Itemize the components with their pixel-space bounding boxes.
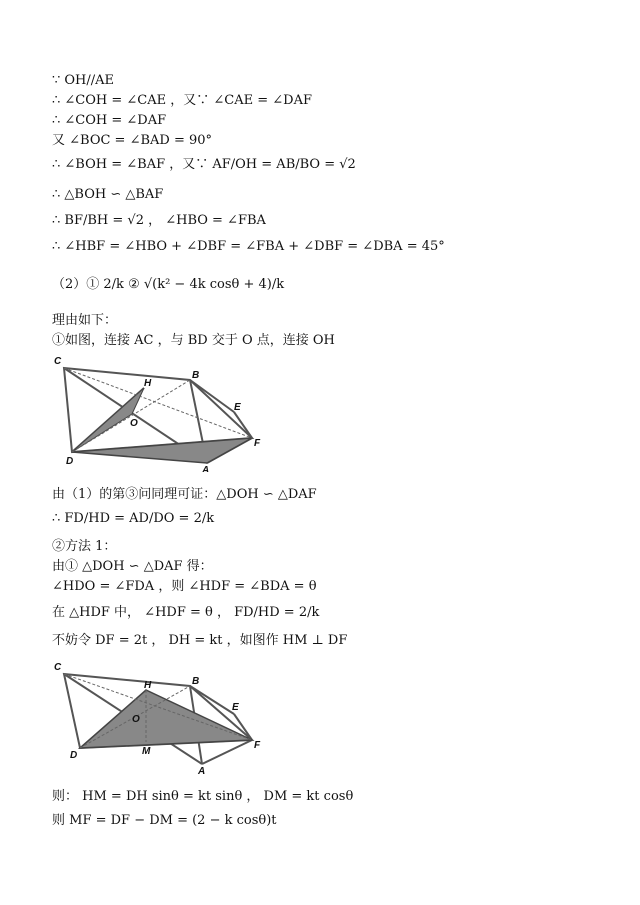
fig2-label-a: A — [198, 766, 206, 777]
line-19: 则： HM = DH sinθ = kt sinθ ， DM = kt cosθ — [52, 789, 354, 804]
fig2-label-c: C — [54, 662, 62, 673]
line-7: ∴ BF/BH = √2 ， ∠HBO = ∠FBA — [52, 213, 266, 228]
fig1-label-h: H — [144, 378, 152, 389]
fig2-label-e: E — [232, 702, 239, 713]
figure-1 — [52, 352, 272, 472]
fig2-label-f: F — [254, 740, 261, 751]
line-9: （2）① 2/k ② √(k² − 4k cosθ + 4)/k — [52, 277, 285, 292]
line-8: ∴ ∠HBF = ∠HBO + ∠DBF = ∠FBA + ∠DBF = ∠DBA = 45° — [52, 239, 445, 254]
fig1-label-f: F — [254, 438, 261, 449]
fig1-label-d: D — [66, 456, 74, 467]
fig1-label-c: C — [54, 356, 62, 367]
line-3: ∴ ∠COH = ∠DAF — [52, 113, 167, 128]
fig2-label-b: B — [192, 676, 200, 687]
line-6: ∴ △BOH ∽ △BAF — [52, 187, 164, 202]
fig1-label-a: A — [202, 465, 210, 472]
fig1-label-e: E — [234, 402, 241, 413]
figure-2 — [52, 660, 272, 780]
line-16: ∠HDO = ∠FDA ，则 ∠HDF = ∠BDA = θ — [52, 579, 317, 594]
line-11: ①如图，连接 AC ，与 BD 交于 O 点，连接 OH — [52, 333, 335, 348]
fig1-label-b: B — [192, 370, 200, 381]
fig2-label-d: D — [70, 750, 78, 761]
line-17: 在 △HDF 中， ∠HDF = θ ， FD/HD = 2/k — [52, 605, 320, 620]
line-15: 由① △DOH ∽ △DAF 得： — [52, 559, 213, 574]
line-2: ∴ ∠COH = ∠CAE ，又∵ ∠CAE = ∠DAF — [52, 93, 312, 108]
fig2-label-m: M — [142, 746, 151, 757]
line-10: 理由如下： — [52, 313, 118, 328]
line-18: 不妨令 DF = 2t ， DH = kt ，如图作 HM ⊥ DF — [52, 633, 348, 648]
line-12: 由（1）的第③问同理可证：△DOH ∽ △DAF — [52, 487, 317, 502]
line-5: ∴ ∠BOH = ∠BAF ，又∵ AF/OH = AB/BO = √2 — [52, 157, 356, 172]
line-13: ∴ FD/HD = AD/DO = 2/k — [52, 511, 215, 526]
line-14: ②方法 1： — [52, 539, 117, 554]
fig2-label-o: O — [132, 714, 140, 725]
line-20: 则 MF = DF − DM = (2 − k cosθ)t — [52, 813, 277, 828]
line-1: ∵ OH//AE — [52, 73, 115, 88]
line-4: 又 ∠BOC = ∠BAD = 90° — [52, 133, 213, 148]
fig2-label-h: H — [144, 680, 152, 691]
fig1-label-o: O — [130, 418, 138, 429]
